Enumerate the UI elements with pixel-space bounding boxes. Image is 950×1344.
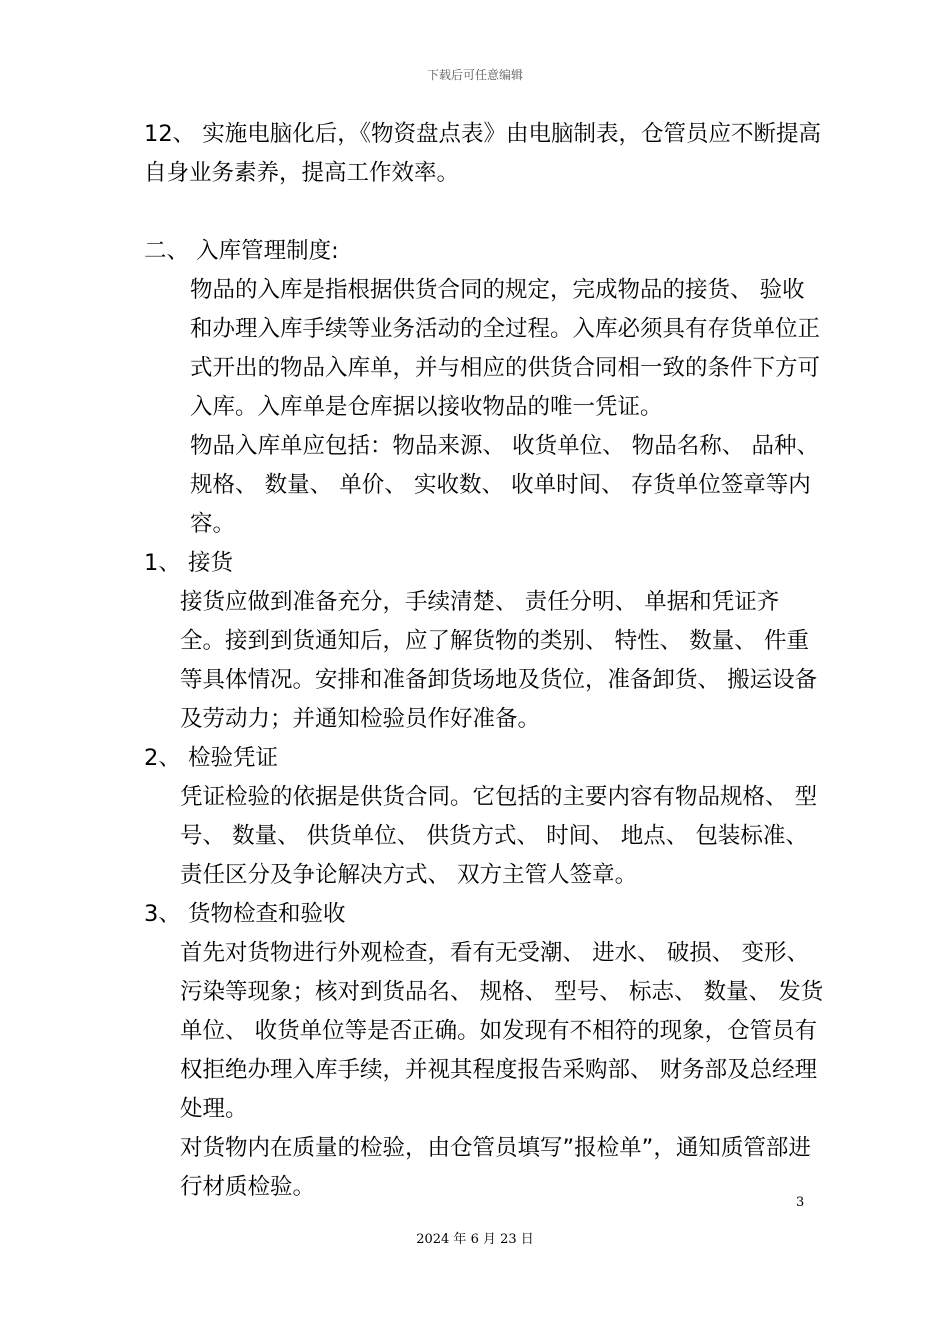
item-3-title: 3、 货物检查和验收 [144, 901, 346, 927]
item-3-text-2: 对货物内在质量的检验，由仓管员填写”报检单”，通知质管部进行材质检验。 [180, 1135, 811, 1200]
paragraph-inbound-form-contents: 物品入库单应包括：物品来源、 收货单位、 物品名称、 品种、 规格、 数量、 单价、 实收数、 收单时间、 存货单位签章等内容。 [190, 433, 819, 537]
paragraph-inbound-definition: 物品的入库是指根据供货合同的规定，完成物品的接货、 验收和办理入库手续等业务活动的全过程。入库必须具有存货单位正式开出的物品入库单，并与相应的供货合同相一致的条件下方可入库。入库单是仓库据以接收物品的唯一凭证。 [190, 277, 821, 420]
page-footer-date: 2024 年 6 月 23 日 [416, 1232, 534, 1247]
item-1-text: 接货应做到准备充分，手续清楚、 责任分明、 单据和凭证齐全。接到到货通知后，应了解货物的类别、 特性、 数量、 件重等具体情况。安排和准备卸货场地及货位，准备卸货、 搬运设备及劳动力；并通知检验员作好准备。 [180, 589, 818, 732]
page-header: 下载后可任意编辑 [426, 68, 523, 82]
paragraph-item-12: 12、 实施电脑化后，《物资盘点表》由电脑制表，仓管员应不断提高自身业务素养，提高工作效率。 [144, 121, 822, 186]
spacer [144, 193, 824, 232]
section-title-2: 二、 入库管理制度: [144, 238, 339, 264]
page-number: 3 [796, 1195, 805, 1210]
item-1-title: 1、 接货 [144, 550, 233, 576]
item-2-title: 2、 检验凭证 [144, 745, 278, 771]
item-3-text: 首先对货物进行外观检查，看有无受潮、 进水、 破损、 变形、 污染等现象；核对到货品名、 规格、 型号、 标志、 数量、 发货单位、 收货单位等是否正确。如发现有不相符的现象，仓管员有权拒绝办理入库手续，并视其程度报告采购部、 财务部及总经理处理。 [180, 940, 824, 1122]
item-2-text: 凭证检验的依据是供货合同。它包括的主要内容有物品规格、 型号、 数量、 供货单位、 供货方式、 时间、 地点、 包装标准、 责任区分及争论解决方式、 双方主管人签章。 [180, 784, 818, 888]
document-body [144, 115, 824, 1207]
